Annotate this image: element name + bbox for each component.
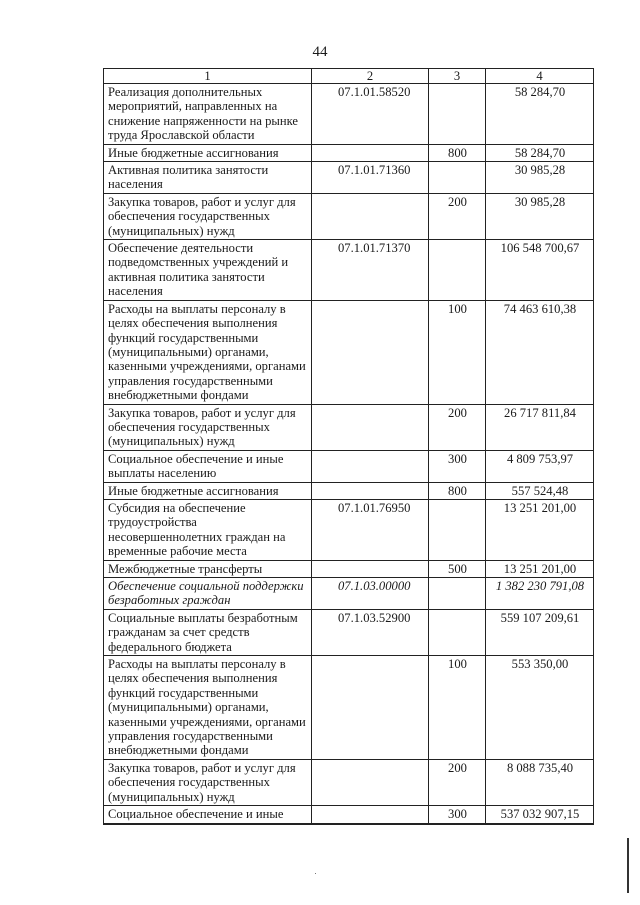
row-type-cell: 100 bbox=[429, 300, 486, 404]
row-code-cell: 07.1.01.71360 bbox=[312, 162, 429, 194]
row-name-cell: Межбюджетные трансферты bbox=[104, 560, 312, 577]
row-code-cell: 07.1.03.00000 bbox=[312, 578, 429, 610]
row-amount-cell: 26 717 811,84 bbox=[486, 404, 594, 450]
budget-table bbox=[103, 68, 594, 825]
table-row bbox=[104, 806, 594, 824]
table-row bbox=[104, 144, 594, 161]
header-row bbox=[104, 69, 594, 84]
row-name-cell: Расходы на выплаты персоналу в целях обеспечения выполнения функций государственными (муниципальными) органами, казенными учреждениями, органами управления государственными внебюджетными фондами bbox=[104, 656, 312, 760]
row-type-cell: 800 bbox=[429, 144, 486, 161]
row-code-cell bbox=[312, 759, 429, 805]
row-code-cell bbox=[312, 806, 429, 824]
table-row bbox=[104, 450, 594, 482]
row-name-cell: Обеспечение деятельности подведомственных учреждений и активная политика занятости населения bbox=[104, 240, 312, 301]
row-type-cell: 100 bbox=[429, 656, 486, 760]
table-row bbox=[104, 499, 594, 560]
table-header bbox=[104, 69, 594, 84]
table-body bbox=[104, 84, 594, 824]
table-row bbox=[104, 84, 594, 145]
row-code-cell bbox=[312, 193, 429, 239]
row-name-cell: Закупка товаров, работ и услуг для обеспечения государственных (муниципальных) нужд bbox=[104, 193, 312, 239]
row-type-cell: 800 bbox=[429, 482, 486, 499]
row-code-cell: 07.1.03.52900 bbox=[312, 609, 429, 655]
row-name-cell: Социальное обеспечение и иные bbox=[104, 806, 312, 824]
table-row bbox=[104, 162, 594, 194]
row-amount-cell: 4 809 753,97 bbox=[486, 450, 594, 482]
row-amount-cell: 1 382 230 791,08 bbox=[486, 578, 594, 610]
row-amount-cell: 553 350,00 bbox=[486, 656, 594, 760]
row-code-cell bbox=[312, 450, 429, 482]
table-row bbox=[104, 300, 594, 404]
column-header-3: 3 bbox=[429, 69, 486, 84]
table-row bbox=[104, 193, 594, 239]
row-name-cell: Субсидия на обеспечение трудоустройства несовершеннолетних граждан на временные рабочие места bbox=[104, 499, 312, 560]
column-header-4: 4 bbox=[486, 69, 594, 84]
table-row bbox=[104, 482, 594, 499]
row-name-cell: Обеспечение социальной поддержки безработных граждан bbox=[104, 578, 312, 610]
table-row bbox=[104, 404, 594, 450]
row-amount-cell: 58 284,70 bbox=[486, 144, 594, 161]
table-row bbox=[104, 240, 594, 301]
row-amount-cell: 58 284,70 bbox=[486, 84, 594, 145]
row-name-cell: Расходы на выплаты персоналу в целях обеспечения выполнения функций государственными (муниципальными) органами, казенными учреждениями, органами управления государственными внебюджетными фондами bbox=[104, 300, 312, 404]
column-header-2: 2 bbox=[312, 69, 429, 84]
row-type-cell bbox=[429, 84, 486, 145]
row-code-cell: 07.1.01.58520 bbox=[312, 84, 429, 145]
row-type-cell: 200 bbox=[429, 759, 486, 805]
row-type-cell bbox=[429, 240, 486, 301]
table-row bbox=[104, 759, 594, 805]
row-name-cell: Иные бюджетные ассигнования bbox=[104, 144, 312, 161]
table-row bbox=[104, 656, 594, 760]
row-amount-cell: 537 032 907,15 bbox=[486, 806, 594, 824]
scan-artifact-dot bbox=[315, 873, 316, 874]
table-row bbox=[104, 609, 594, 655]
table-row bbox=[104, 578, 594, 610]
row-name-cell: Закупка товаров, работ и услуг для обеспечения государственных (муниципальных) нужд bbox=[104, 759, 312, 805]
row-amount-cell: 13 251 201,00 bbox=[486, 499, 594, 560]
page-number: 44 bbox=[312, 44, 328, 60]
row-name-cell: Закупка товаров, работ и услуг для обеспечения государственных (муниципальных) нужд bbox=[104, 404, 312, 450]
row-amount-cell: 8 088 735,40 bbox=[486, 759, 594, 805]
row-type-cell bbox=[429, 578, 486, 610]
scan-artifact bbox=[627, 838, 629, 893]
row-code-cell: 07.1.01.71370 bbox=[312, 240, 429, 301]
row-name-cell: Активная политика занятости населения bbox=[104, 162, 312, 194]
row-code-cell bbox=[312, 656, 429, 760]
row-type-cell bbox=[429, 162, 486, 194]
row-name-cell: Иные бюджетные ассигнования bbox=[104, 482, 312, 499]
row-name-cell: Социальное обеспечение и иные выплаты населению bbox=[104, 450, 312, 482]
row-code-cell bbox=[312, 300, 429, 404]
row-type-cell: 200 bbox=[429, 193, 486, 239]
row-code-cell bbox=[312, 404, 429, 450]
row-amount-cell: 30 985,28 bbox=[486, 193, 594, 239]
row-code-cell bbox=[312, 560, 429, 577]
row-code-cell bbox=[312, 144, 429, 161]
row-amount-cell: 74 463 610,38 bbox=[486, 300, 594, 404]
row-amount-cell: 557 524,48 bbox=[486, 482, 594, 499]
row-amount-cell: 106 548 700,67 bbox=[486, 240, 594, 301]
row-amount-cell: 13 251 201,00 bbox=[486, 560, 594, 577]
row-name-cell: Социальные выплаты безработным гражданам за счет средств федерального бюджета bbox=[104, 609, 312, 655]
row-type-cell: 300 bbox=[429, 806, 486, 824]
row-name-cell: Реализация дополнительных мероприятий, направленных на снижение напряженности на рынке труда Ярославской области bbox=[104, 84, 312, 145]
column-header-1: 1 bbox=[104, 69, 312, 84]
row-type-cell: 200 bbox=[429, 404, 486, 450]
row-amount-cell: 30 985,28 bbox=[486, 162, 594, 194]
row-type-cell bbox=[429, 499, 486, 560]
row-code-cell bbox=[312, 482, 429, 499]
row-type-cell: 500 bbox=[429, 560, 486, 577]
row-code-cell: 07.1.01.76950 bbox=[312, 499, 429, 560]
row-type-cell bbox=[429, 609, 486, 655]
row-amount-cell: 559 107 209,61 bbox=[486, 609, 594, 655]
table-row bbox=[104, 560, 594, 577]
row-type-cell: 300 bbox=[429, 450, 486, 482]
